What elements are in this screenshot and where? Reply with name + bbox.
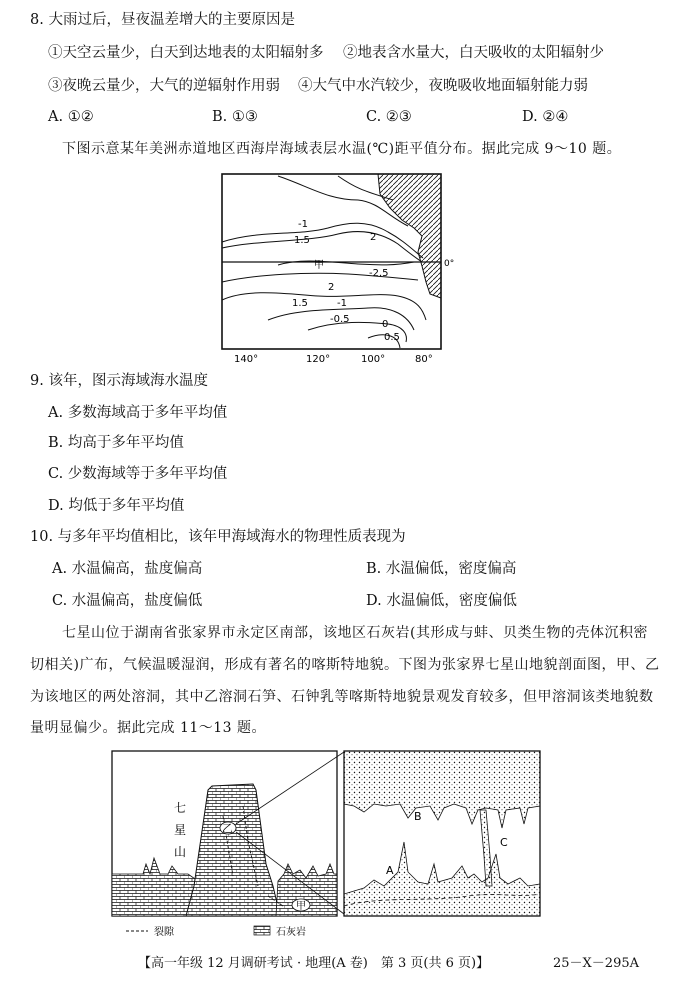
q9-option-a: A. 多数海域高于多年平均值 — [48, 405, 228, 421]
mountain-label: 七 — [174, 801, 187, 815]
intro-paragraph-2-line: 七星山位于湖南省张家界市永定区南部，该地区石灰岩(其形成与蚌、贝类生物的壳体沉积密 — [62, 625, 648, 641]
lon-label: 80° — [415, 354, 433, 365]
contour-label: -1 — [298, 219, 308, 230]
q8-option-a: A. ①② — [48, 109, 94, 125]
contour-label: 0.5 — [384, 332, 400, 343]
footer-code: 25－X－295A — [553, 956, 639, 971]
karst-profile-figure — [108, 746, 548, 941]
lon-label: 100° — [361, 354, 386, 365]
q9-option-d: D. 均低于多年平均值 — [48, 498, 185, 514]
cave-yi-label: 乙 — [222, 822, 233, 835]
mountain-label: 山 — [174, 845, 187, 859]
contour-label: 2 — [328, 282, 335, 293]
legend-limestone: 石灰岩 — [276, 927, 306, 938]
lon-label: 120° — [306, 354, 331, 365]
q10-stem: 10. 与多年平均值相比，该年甲海域海水的物理性质表现为 — [30, 529, 406, 545]
marker-jia: 甲 — [314, 260, 324, 271]
contour-label: 1.5 — [292, 298, 308, 309]
q8-option-d: D. ②④ — [522, 109, 569, 125]
sst-anomaly-map — [218, 170, 458, 365]
q8-statement-3: ③夜晚云量少，大气的逆辐射作用弱 — [48, 78, 280, 94]
cave-jia-label: 甲 — [296, 901, 306, 912]
intro-paragraph-2-line: 切相关)广布，气候温暖湿润，形成有著名的喀斯特地貌。下图为张家界七星山地貌剖面图，甲、乙 — [30, 657, 660, 673]
intro-paragraph-2-line: 量明显偏少。据此完成 11～13 题。 — [30, 720, 267, 736]
contour-label: 1.5 — [294, 235, 310, 246]
contour-label: 2 — [370, 232, 377, 243]
q8-option-b: B. ①③ — [212, 109, 258, 125]
q8-statement-2: ②地表含水量大，白天吸收的太阳辐射少 — [343, 45, 604, 61]
q8-option-c: C. ②③ — [366, 109, 412, 125]
q8-statement-4: ④大气中水汽较少，夜晚吸收地面辐射能力弱 — [298, 78, 588, 94]
callout-b: B — [414, 810, 422, 823]
mountain-label: 星 — [174, 823, 187, 837]
contour-label: -1 — [337, 298, 347, 309]
q9-option-c: C. 少数海域等于多年平均值 — [48, 466, 228, 482]
q10-option-d: D. 水温偏低，密度偏低 — [366, 593, 517, 609]
footer-title: 【高一年级 12 月调研考试 · 地理(A 卷) 第 3 页(共 6 页)】 — [138, 956, 490, 971]
callout-a: A — [386, 864, 394, 877]
legend-crack: 裂隙 — [154, 927, 174, 938]
intro-paragraph-1: 下图示意某年美洲赤道地区西海岸海域表层水温(℃)距平值分布。据此完成 9～10 题。 — [62, 141, 622, 157]
contour-label: 0 — [382, 319, 389, 330]
equator-label: 0° — [444, 259, 455, 269]
q9-stem: 9. 该年，图示海域海水温度 — [30, 373, 208, 389]
q10-option-b: B. 水温偏低，密度偏高 — [366, 561, 517, 577]
q9-option-b: B. 均高于多年平均值 — [48, 435, 184, 451]
q10-option-a: A. 水温偏高，盐度偏高 — [52, 561, 203, 577]
q8-stem: 8. 大雨过后，昼夜温差增大的主要原因是 — [30, 12, 295, 28]
q8-statement-1: ①天空云量少，白天到达地表的太阳辐射多 — [48, 45, 324, 61]
q10-option-c: C. 水温偏高，盐度偏低 — [52, 593, 203, 609]
callout-c: C — [500, 836, 508, 849]
intro-paragraph-2-line: 为该地区的两处溶洞，其中乙溶洞石笋、石钟乳等喀斯特地貌景观发育较多，但甲溶洞该类地貌数 — [30, 689, 654, 705]
contour-label: -0.5 — [330, 314, 350, 325]
contour-label: -2.5 — [369, 268, 389, 279]
lon-label: 140° — [234, 354, 259, 365]
